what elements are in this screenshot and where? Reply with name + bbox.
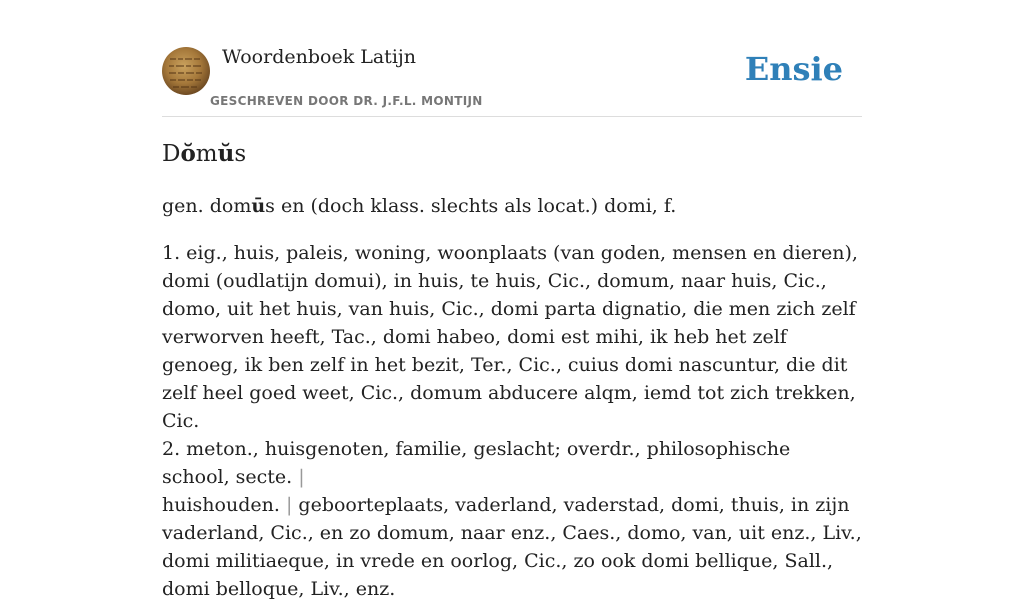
grammar-text: s en (doch klass. slechts als locat.) domi, f. xyxy=(265,195,677,217)
header xyxy=(162,0,862,117)
separator: | xyxy=(298,466,305,488)
sense-2-text: geboorteplaats, vaderland, vaderstad, domi, thuis, in zijn vaderland, Cic., en zo domum, naar enz., Caes., domo, van, uit enz., Liv., domi militiaeque, in vrede en oorlog, Cic., zo ook domi bellique, Sall., domi belloque, Liv., enz. xyxy=(162,494,862,600)
grammar-line xyxy=(162,192,862,220)
dictionary-avatar-icon[interactable] xyxy=(162,47,210,95)
sense-2-text: 2. meton., huisgenoten, familie, geslacht; overdr., philosophische school, secte. xyxy=(162,438,791,488)
sense-2 xyxy=(162,435,862,603)
entry-body xyxy=(162,192,862,603)
dictionary-title-link[interactable]: Woordenboek Latijn xyxy=(222,46,417,68)
title-part: s xyxy=(234,141,247,167)
sense-1: 1. eig., huis, paleis, woning, woonplaats (van goden, mensen en dieren), domi (oudlatijn domui), in huis, te huis, Cic., domum, naar huis, Cic., domo, uit het huis, van huis, Cic., domi parta dignatio, die men zich zelf verworven heeft, Tac., domi habeo, domi est mihi, ik heb het zelf genoeg, ik ben zelf in het bezit, Ter., Cic., cuius domi nascuntur, die dit zelf heel goed weet, Cic., domum abducere alqm, iemd tot zich trekken, Cic. xyxy=(162,242,858,432)
separator: | xyxy=(285,494,293,516)
page-container xyxy=(162,0,862,600)
ensie-logo-link[interactable]: Ensie xyxy=(744,50,843,88)
sense-2-text: huishouden. xyxy=(162,494,280,516)
grammar-text: gen. dom xyxy=(162,195,252,217)
title-part-marked: ŏ xyxy=(180,140,196,167)
grammar-long-vowel: ū xyxy=(251,195,266,217)
author-line: GESCHREVEN DOOR DR. J.F.L. MONTIJN xyxy=(210,94,483,108)
title-part: D xyxy=(162,141,181,167)
entry-title xyxy=(162,140,246,167)
title-part: m xyxy=(195,141,218,167)
title-part-marked: ŭ xyxy=(217,140,235,167)
